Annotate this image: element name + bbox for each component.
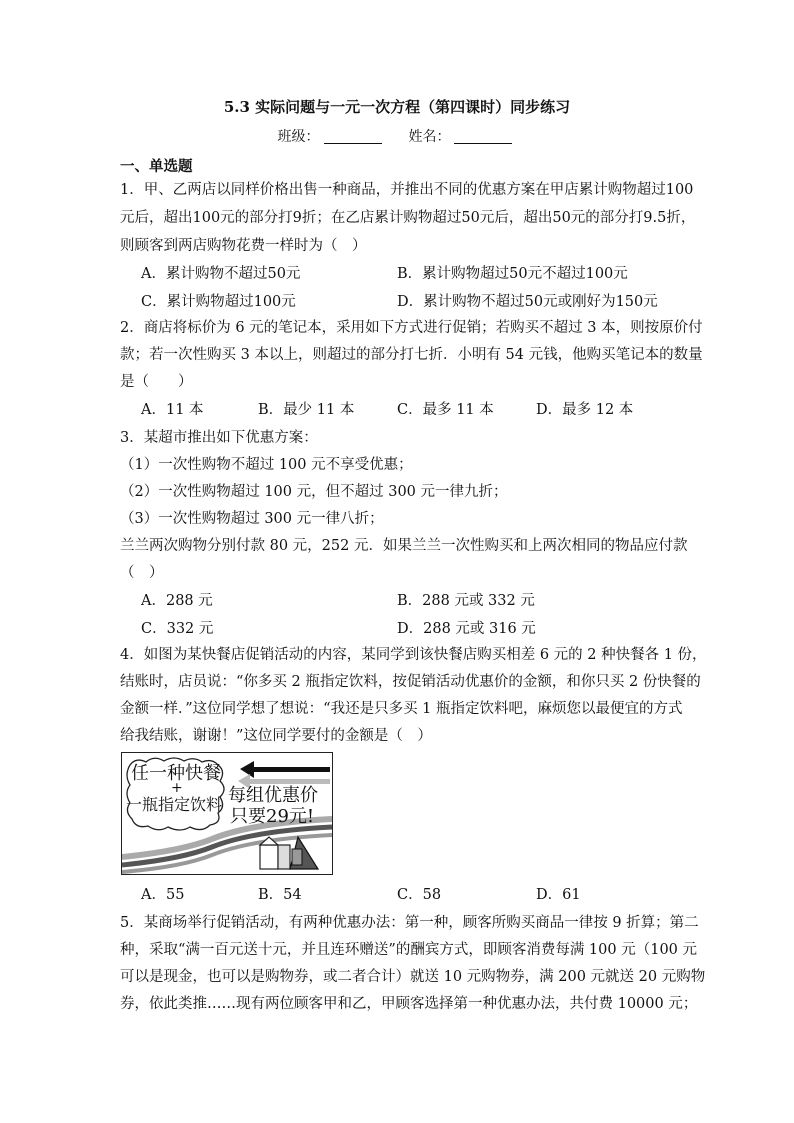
- promo-plus: +: [171, 780, 183, 796]
- question-2-line-1: 2．商店将标价为 6 元的笔记本，采用如下方式进行促销；若购买不超过 3 本，则按原价付: [120, 320, 703, 336]
- q3-option-b[interactable]: B．288 元或 332 元: [397, 593, 535, 609]
- question-1-line-3: 则顾客到两店购物花费一样时为（ ）: [120, 238, 367, 254]
- name-label: 姓名：: [408, 129, 451, 145]
- q1-option-a[interactable]: A．累计购物不超过50元: [141, 266, 301, 282]
- name-blank[interactable]: [454, 128, 512, 144]
- question-5-line-3: 可以是现金，也可以是购物券，或二者合计）就送 10 元购物券，满 200 元就送 20 元购物: [120, 969, 706, 985]
- promo-text-line1: 任一种快餐: [131, 763, 221, 784]
- q4-option-d[interactable]: D．61: [536, 887, 581, 903]
- page-title: 5.3 实际问题与一元一次方程（第四课时）同步练习: [223, 98, 571, 116]
- q2-option-b[interactable]: B．最少 11 本: [258, 402, 355, 418]
- class-label: 班级：: [277, 129, 320, 145]
- q4-option-c[interactable]: C．58: [397, 887, 442, 903]
- question-5-line-1: 5．某商场举行促销活动，有两种优惠办法：第一种，顾客所购买商品一律按 9 折算；第二: [120, 915, 699, 931]
- q2-option-c[interactable]: C．最多 11 本: [397, 402, 494, 418]
- q1-option-c[interactable]: C．累计购物超过100元: [141, 294, 296, 310]
- q3-option-c[interactable]: C．332 元: [141, 621, 214, 637]
- q2-option-d[interactable]: D．最多 12 本: [536, 402, 634, 418]
- q1-option-d[interactable]: D．累计购物不超过50元或刚好为150元: [397, 294, 658, 310]
- question-3-line-5: 兰兰两次购物分别付款 80 元，252 元．如果兰兰一次性购买和上两次相同的物品应付款: [120, 538, 688, 554]
- q1-option-b[interactable]: B．累计购物超过50元不超过100元: [397, 266, 628, 282]
- question-2-line-3: 是（ ）: [120, 374, 193, 390]
- question-3-line-2: （1）一次性购物不超过 100 元不享受优惠；: [120, 457, 413, 473]
- q4-option-b[interactable]: B．54: [258, 887, 302, 903]
- question-5-line-2: 种，采取“满一百元送十元，并且连环赠送”的酬宾方式，即顾客消费每满 100 元（100 元: [120, 942, 698, 958]
- promo-text-line2: 一瓶指定饮料: [126, 795, 223, 814]
- question-4-line-1: 4．如图为某快餐店促销活动的内容，某同学到该快餐店购买相差 6 元的 2 种快餐各 1 份，: [120, 647, 707, 663]
- question-3-line-3: （2）一次性购物超过 100 元，但不超过 300 元一律九折；: [120, 484, 508, 500]
- promo-figure: [121, 752, 333, 875]
- question-3-line-1: 3．某超市推出如下优惠方案：: [120, 430, 318, 446]
- q3-option-a[interactable]: A．288 元: [141, 593, 213, 609]
- question-3-line-6: （ ）: [120, 565, 164, 581]
- q3-option-d[interactable]: D．288 元或 316 元: [397, 621, 536, 637]
- q4-option-a[interactable]: A．55: [141, 887, 185, 903]
- class-blank[interactable]: [324, 128, 382, 144]
- drink-carton-icon: [260, 845, 278, 869]
- question-1-line-1: 1．甲、乙两店以同样价格出售一种商品，并推出不同的优惠方案在甲店累计购物超过100: [120, 182, 694, 198]
- arrow-bar-icon: [254, 767, 330, 772]
- student-info-line: [0, 126, 794, 146]
- question-2-line-2: 款；若一次性购买 3 本以上，则超过的部分打七折．小明有 54 元钱，他购买笔记本的数量: [120, 347, 703, 363]
- arrow-head-icon: [240, 761, 254, 778]
- question-1-line-2: 元后，超出100元的部分打9折；在乙店累计购物超过50元后，超出50元的部分打9.5折，: [120, 210, 696, 226]
- section-heading: 一、单选题: [120, 158, 193, 175]
- question-4-line-4: 给我结账，谢谢！”这位同学要付的金额是（ ）: [120, 728, 432, 744]
- question-5-line-4: 券，依此类推……现有两位顾客甲和乙，甲顾客选择第一种优惠办法，共付费 10000 元；: [120, 996, 698, 1012]
- question-3-line-4: （3）一次性购物超过 300 元一律八折；: [120, 511, 384, 527]
- grey-arrow-bar-icon: [250, 779, 330, 784]
- promo-price-line1: 每组优惠价: [228, 785, 318, 806]
- q2-option-a[interactable]: A．11 本: [141, 402, 204, 418]
- promo-price-line2: 只要29元!: [230, 806, 315, 827]
- question-4-line-3: 金额一样．”这位同学想了想说：“我还是只多买 1 瓶指定饮料吧，麻烦您以最便宜的方式: [120, 701, 683, 717]
- question-4-line-2: 结账时，店员说：“你多买 2 瓶指定饮料，按促销活动优惠价的金额，和你只买 2 份快餐的: [120, 674, 701, 690]
